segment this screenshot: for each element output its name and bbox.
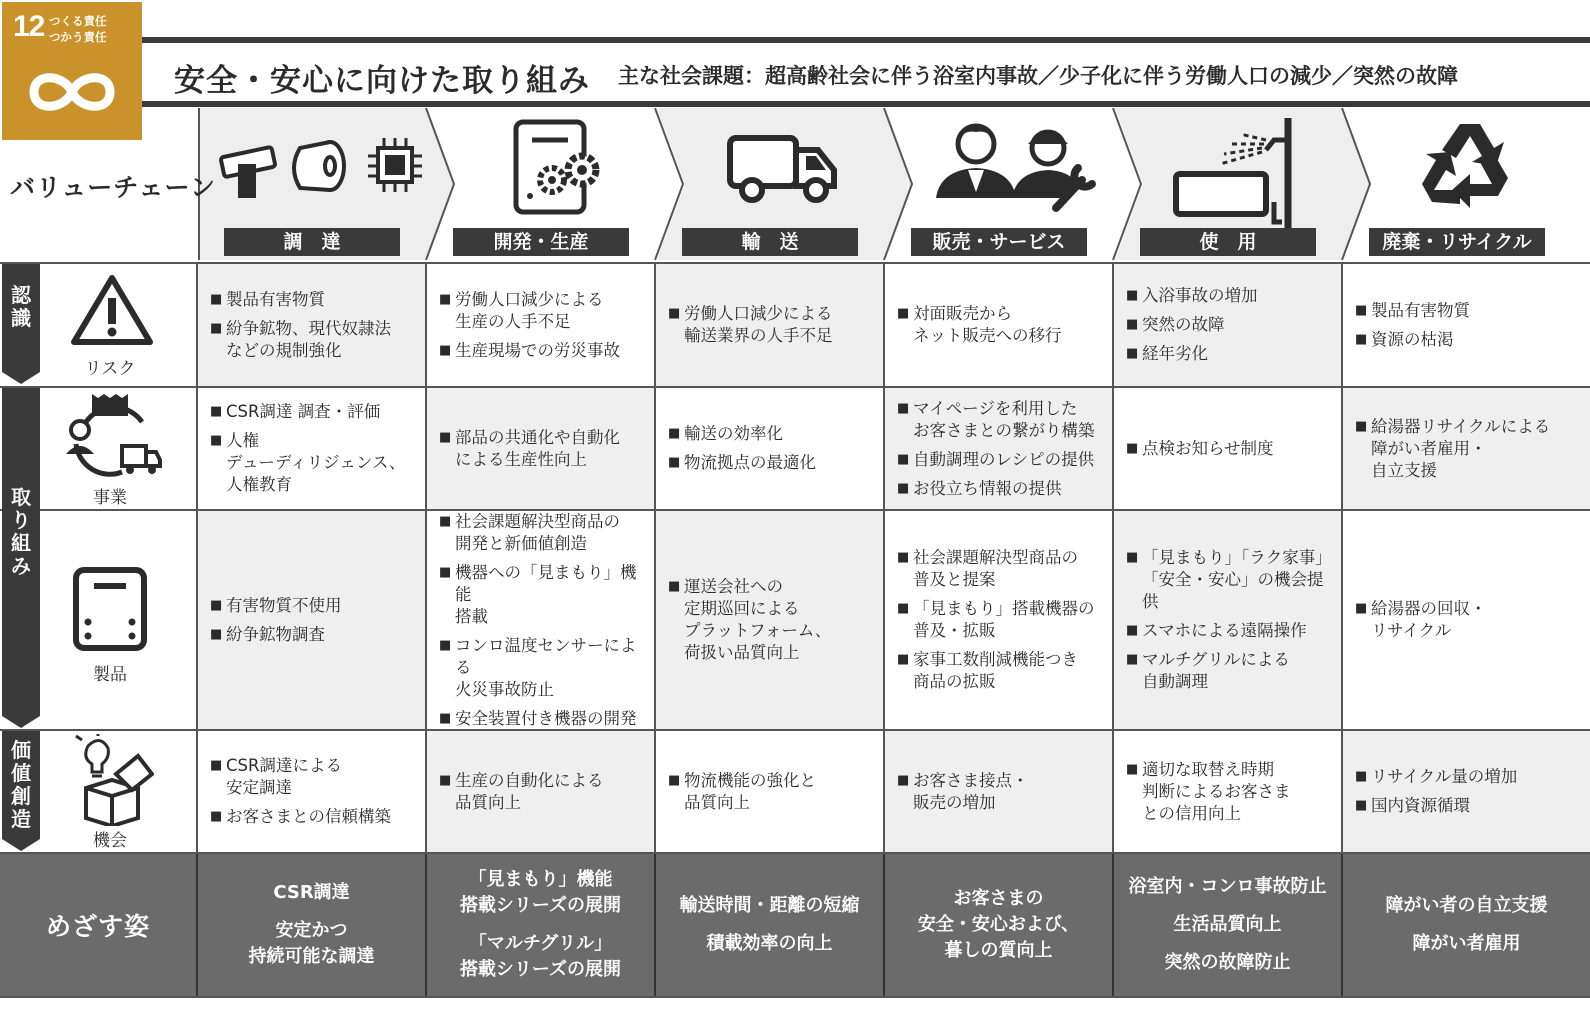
band-value-creation [2,731,40,839]
bullet-list [897,391,1095,507]
bullet-item: ■ 点検お知らせ制度 [1126,438,1274,460]
infinity-icon [24,66,120,118]
bullet-list [210,394,405,503]
bullet-item: ■ 生産現場での労災事故 [439,340,620,362]
bullet-item: ■ 紛争鉱物、現代奴隷法 などの規制強化 [210,318,391,362]
goal-text: お客さまの 安全・安心および、 暮しの質向上 [917,888,1080,961]
goal-text: 「マルチグリル」 搭載シリーズの展開 [459,933,622,980]
cell-risk-procurement [198,264,425,386]
bullet-item: ■ 社会課題解決型商品の 開発と新価値創造 [439,511,648,555]
goal-text: 輸送時間・距離の短縮 [679,895,860,916]
row-label-risk: リスク [84,359,136,379]
bullet-list [439,420,620,478]
footer-divider [1112,854,1114,996]
bullet-list [1355,759,1517,824]
footer-divider [425,854,427,996]
row-label-product: 製品 [93,665,127,685]
goal-disposal-recycle [1343,854,1590,996]
band-recognition-label: 認識 [11,283,31,330]
bullet-item: ■ 有害物質不使用 [210,595,342,617]
bullet-item: ■ コンロ温度センサーによる 火災事故防止 [439,635,648,701]
cell-risk-use [1114,264,1341,386]
bullet-item: ■ 対面販売から ネット販売への移行 [897,303,1062,347]
bullet-item: ■ 「見まもり」「ラク家事」 「安全・安心」の機会提供 [1126,547,1335,613]
bullet-item: ■ 社会課題解決型商品の 普及と提案 [897,547,1095,591]
cell-risk-disposal-recycle [1343,264,1590,386]
bullet-list [668,296,833,354]
goal-text: 障がい者雇用 [1412,933,1521,954]
cell-opportunity-procurement [198,731,425,852]
bullet-item: ■ 「見まもり」搭載機器の 普及・拡販 [897,598,1095,642]
row-divider [0,509,1590,511]
cell-opportunity-sales-service [885,731,1112,852]
goal-text: 生活品質向上 [1173,914,1282,935]
opportunity-icon [72,734,154,826]
bullet-list [210,748,391,835]
bullet-list [210,588,342,653]
cell-business-transport [656,388,883,509]
footer-divider [1341,854,1343,996]
cell-product-sales-service [885,511,1112,729]
bullet-item: ■ 入浴事故の増加 [1126,285,1258,307]
row-divider [0,386,1590,388]
header-bottom-rule [142,101,1590,107]
column-divider [654,262,656,854]
column-divider [883,262,885,854]
bullet-item: ■ お客さまとの信頼構築 [210,806,391,828]
cell-product-disposal-recycle [1343,511,1590,729]
stage-development-label: 開発・生産 [453,228,629,256]
cell-risk-development [427,264,654,386]
band-initiatives [2,388,40,716]
bullet-list [1126,431,1274,467]
stage-use-label: 使 用 [1140,228,1316,256]
bullet-item: ■ 安全装置付き機器の開発 [439,708,648,730]
goal-procurement [198,854,425,996]
goal-text: 突然の故障防止 [1164,952,1291,973]
sdg-12-badge [2,2,142,140]
cell-opportunity-development [427,731,654,852]
bullet-list [897,763,1029,821]
cell-product-development [427,511,654,729]
bullet-list [668,763,816,821]
bullet-list [668,416,816,481]
truck-icon [726,118,841,208]
column-divider [196,262,198,854]
row-divider [0,262,1590,264]
bullet-item: ■ 部品の共通化や自動化 による生産性向上 [439,427,620,471]
bullet-list [439,504,648,737]
cell-product-use [1114,511,1341,729]
cell-business-development [427,388,654,509]
bullet-item: ■ 労働人口減少による 輸送業界の人手不足 [668,303,833,347]
bullet-item: ■ 輸送の効率化 [668,423,816,445]
stage-transport-label: 輸 送 [682,228,858,256]
sdg-goal-text: つくる責任 つかう責任 [49,14,107,44]
bullet-item: ■ 家事工数削減機能つき 商品の拡販 [897,649,1095,693]
bullet-item: ■ 物流機能の強化と 品質向上 [668,770,816,814]
bullet-item: ■ お客さま接点・ 販売の増加 [897,770,1029,814]
cell-product-procurement [198,511,425,729]
bullet-list [1126,278,1258,372]
cell-opportunity-use [1114,731,1341,852]
cell-business-use [1114,388,1341,509]
row-label-business: 事業 [93,488,127,508]
bullet-item: ■ リサイクル量の増加 [1355,766,1517,788]
cell-opportunity-transport [656,731,883,852]
cell-business-procurement [198,388,425,509]
goal-text: 障がい者の自立支援 [1385,895,1548,916]
goal-sales-service [885,854,1112,996]
sdg-number: 12 [13,10,45,43]
band-initiatives-label: 取り組み [11,485,31,578]
page-title: 安全・安心に向けた取り組み [174,63,590,99]
bullet-item: ■ CSR調達 調査・評価 [210,401,405,423]
bullet-item: ■ CSR調達による 安定調達 [210,755,391,799]
bullet-item: ■ 運送会社への 定期巡回による プラットフォーム、 荷扱い品質向上 [668,576,831,664]
value-chain-label: バリューチェーン [10,173,217,202]
bullet-item: ■ 労働人口減少による 生産の人手不足 [439,289,620,333]
bullet-item: ■ 適切な取替え時期 判断によるお客さま との信用向上 [1126,759,1291,825]
bullet-list [1355,591,1487,649]
bullet-item: ■ 国内資源循環 [1355,795,1517,817]
footer-divider [196,854,198,996]
bullet-item: ■ 経年劣化 [1126,343,1258,365]
bullet-list [210,282,391,369]
goal-transport [656,854,883,996]
bullet-list [668,569,831,671]
column-divider [1341,262,1343,854]
cell-risk-sales-service [885,264,1112,386]
band-recognition [2,264,40,372]
development-icon [512,118,612,218]
bullet-item: ■ 人権 デューディリジェンス、 人権教育 [210,430,405,496]
column-divider [1112,262,1114,854]
bullet-item: ■ スマホによる遠隔操作 [1126,620,1335,642]
goals-label-text: めざす姿 [45,912,150,941]
bullet-list [1126,752,1291,832]
goal-development [427,854,654,996]
business-icon [62,392,162,478]
water-heater-icon [72,566,148,652]
bullet-item: ■ マルチグリルによる 自動調理 [1126,649,1335,693]
bullet-item: ■ 生産の自動化による 品質向上 [439,770,604,814]
bullet-list [439,282,620,369]
goal-text: 「見まもり」機能 搭載シリーズの展開 [459,869,622,916]
band-value-creation-label: 価値創造 [11,738,31,831]
stage-sales-service-label: 販売・サービス [911,228,1087,256]
goal-text: 安定かつ 持続可能な調達 [248,920,375,967]
footer-divider [883,854,885,996]
bullet-item: ■ 給湯器リサイクルによる 障がい者雇用・ 自立支援 [1355,416,1550,482]
bullet-item: ■ 自動調理のレシピの提供 [897,449,1095,471]
row-label-opportunity: 機会 [93,831,127,851]
goals-label [0,854,196,996]
bullet-list [1355,409,1550,489]
bullet-list [897,296,1062,354]
row-divider [0,996,1590,998]
cell-business-sales-service [885,388,1112,509]
bullet-item: ■ 機器への「見まもり」機能 搭載 [439,562,648,628]
recycle-icon [1420,118,1520,218]
goal-text: 浴室内・コンロ事故防止 [1128,876,1327,897]
stage-procurement-label: 調 達 [224,228,400,256]
bullet-item: ■ 紛争鉱物調査 [210,624,342,646]
bullet-item: ■ 製品有害物質 [210,289,391,311]
bath-shower-icon [1170,118,1300,228]
row-divider [0,729,1590,731]
procurement-icon [218,118,428,208]
bullet-list [897,540,1095,700]
column-divider [425,262,427,854]
bullet-item: ■ 物流拠点の最適化 [668,452,816,474]
bullet-item: ■ 製品有害物質 [1355,300,1470,322]
bullet-list [1126,540,1335,700]
cell-opportunity-disposal-recycle [1343,731,1590,852]
bullet-list [439,763,604,821]
bullet-item: ■ 資源の枯渇 [1355,329,1470,351]
stage-disposal-recycle-label: 廃棄・リサイクル [1369,228,1545,256]
goal-text: 積載効率の向上 [706,933,833,954]
sales-service-icon [930,118,1100,218]
warning-icon [68,272,156,348]
cell-product-transport [656,511,883,729]
goal-use [1114,854,1341,996]
cell-risk-transport [656,264,883,386]
header-top-rule [142,37,1590,43]
bullet-item: ■ 給湯器の回収・ リサイクル [1355,598,1487,642]
bullet-item: ■ マイページを利用した お客さまとの繋がり構築 [897,398,1095,442]
bullet-item: ■ お役立ち情報の提供 [897,478,1095,500]
bullet-item: ■ 突然の故障 [1126,314,1258,336]
cell-business-disposal-recycle [1343,388,1590,509]
footer-divider [654,854,656,996]
page-subtitle: 主な社会課題：超高齢社会に伴う浴室内事故／少子化に伴う労働人口の減少／突然の故障 [618,64,1458,88]
goal-text: CSR調達 [273,882,350,903]
bullet-list [1355,293,1470,358]
